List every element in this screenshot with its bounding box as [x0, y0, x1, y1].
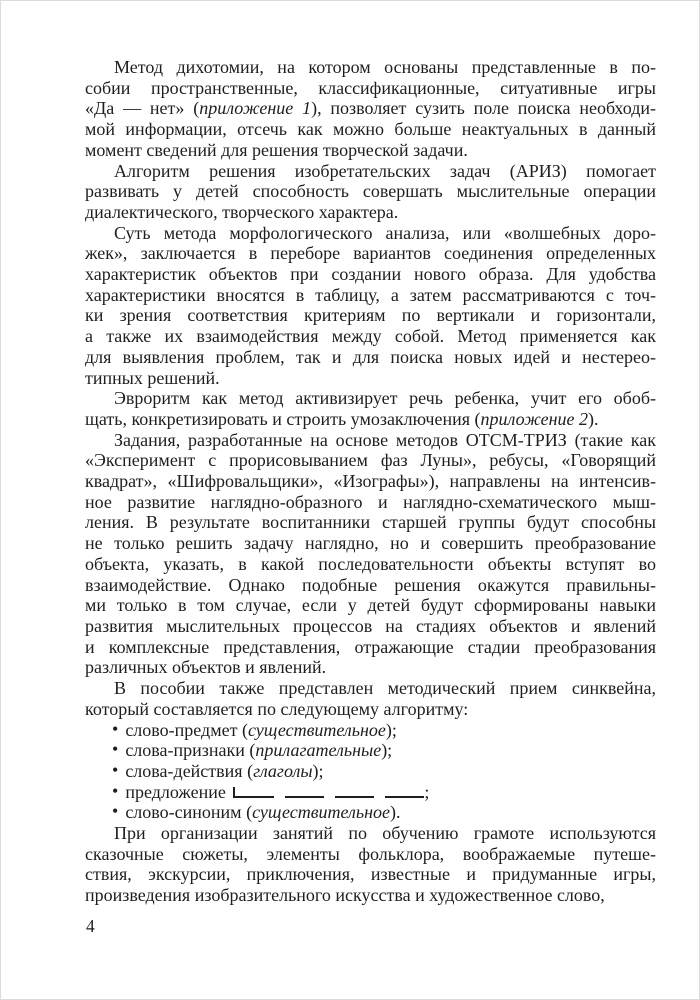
page-number: 4 [86, 916, 95, 936]
text-line: объекта, указать, в какой последовательности объекты вступят во [85, 553, 656, 574]
text-line: ления. В результате воспитанники старшей группы будут способны [85, 512, 656, 533]
text-line: Суть метода морфологического анализа, или «волшебных доро- [114, 222, 656, 243]
text-line: характеристики вносятся в таблицу, а затем рассматриваются с точ- [85, 284, 656, 305]
text-block [85, 57, 656, 906]
text-line: диалектического, творческого характера. [85, 201, 399, 222]
bullet-item: • слово-синоним (существительное). [112, 801, 401, 823]
bullet-item: • предложение ; [112, 780, 430, 802]
text-line: квадрат», «Шифровальщики», «Изографы»), направлены на интенсив- [85, 471, 656, 492]
text-line: Задания, разработанные на основе методов ОТСМ-ТРИЗ (такие как [114, 429, 656, 450]
text-line: для выявления проблем, так и для поиска новых идей и нестерео- [85, 346, 656, 367]
text-line: «Да — нет» (приложение 1), позволяет сузить поле поиска необходи- [85, 98, 656, 119]
sentence-scheme-segment [385, 787, 424, 798]
text-line: ми только в том случае, если у детей будут сформированы навыки [85, 595, 656, 616]
text-line: В пособии также представлен методический прием синквейна, [114, 678, 656, 699]
text-line: жек», заключается в переборе вариантов соединения определенных [85, 243, 656, 264]
text-line: сказочные сюжеты, элементы фольклора, воображаемые путеше- [85, 843, 656, 864]
text-line: и комплексные представления, отражающие стадии преобразования [85, 636, 656, 657]
text-line: ки зрения соответствия критериям по вертикали и горизонтали, [85, 305, 656, 326]
bullet-item: • слова-признаки (прилагательные); [112, 739, 393, 761]
bullet-icon: • [112, 739, 119, 760]
text-line: «Эксперимент с прорисовыванием фаз Луны», ребусы, «Говорящий [85, 450, 656, 471]
text-line: момент сведений для решения творческой задачи. [85, 139, 468, 160]
text-line: типных решений. [85, 367, 220, 388]
text-line: который составляется по следующему алгоритму: [85, 698, 469, 719]
sentence-scheme-segment [233, 787, 274, 798]
text-line: а также их взаимодействия между собой. Метод применяется как [85, 326, 656, 347]
bullet-item: • слова-действия (глаголы); [112, 759, 324, 781]
bullet-item: • слово-предмет (существительное); [112, 718, 397, 740]
text-line: Алгоритм решения изобретательских задач (АРИЗ) помогает [114, 160, 656, 181]
bullet-icon: • [112, 780, 119, 801]
text-line: произведения изобразительного искусства и художественное слово, [85, 885, 605, 906]
text-line: щать, конкретизировать и строить умозаключения (приложение 2). [85, 408, 599, 429]
text-line: собии пространственные, классификационные, ситуативные игры [85, 77, 656, 98]
text-line: не только решить задачу наглядно, но и совершить преобразование [85, 533, 656, 554]
text-line: Эвроритм как метод активизирует речь ребенка, учит его обоб- [114, 388, 656, 409]
text-line: ное развитие наглядно-образного и наглядно-схематического мыш- [85, 491, 656, 512]
text-line: Метод дихотомии, на котором основаны представленные в по- [114, 57, 656, 77]
sentence-scheme-segment [335, 787, 374, 798]
text-line: характеристик объектов при создании нового образа. Для удобства [85, 264, 656, 285]
text-line: развития мыслительных процессов на стадиях объектов и явлений [85, 615, 656, 636]
text-line: При организации занятий по обучению грамоте используются [114, 823, 656, 844]
text-line: развивать у детей способность совершать мыслительные операции [85, 181, 656, 202]
bullet-icon: • [112, 718, 119, 739]
text-line: ствия, экскурсии, приключения, известные и придуманные игры, [85, 864, 656, 885]
sentence-scheme-segment [285, 787, 324, 798]
bullet-icon: • [112, 759, 119, 780]
text-line: различных объектов и явлений. [85, 657, 327, 678]
text-line: взаимодействие. Однако подобные решения окажутся правильны- [85, 574, 656, 595]
bullet-icon: • [112, 801, 119, 822]
text-line: мой информации, отсечь как можно больше неактуальных в данный [85, 119, 656, 140]
